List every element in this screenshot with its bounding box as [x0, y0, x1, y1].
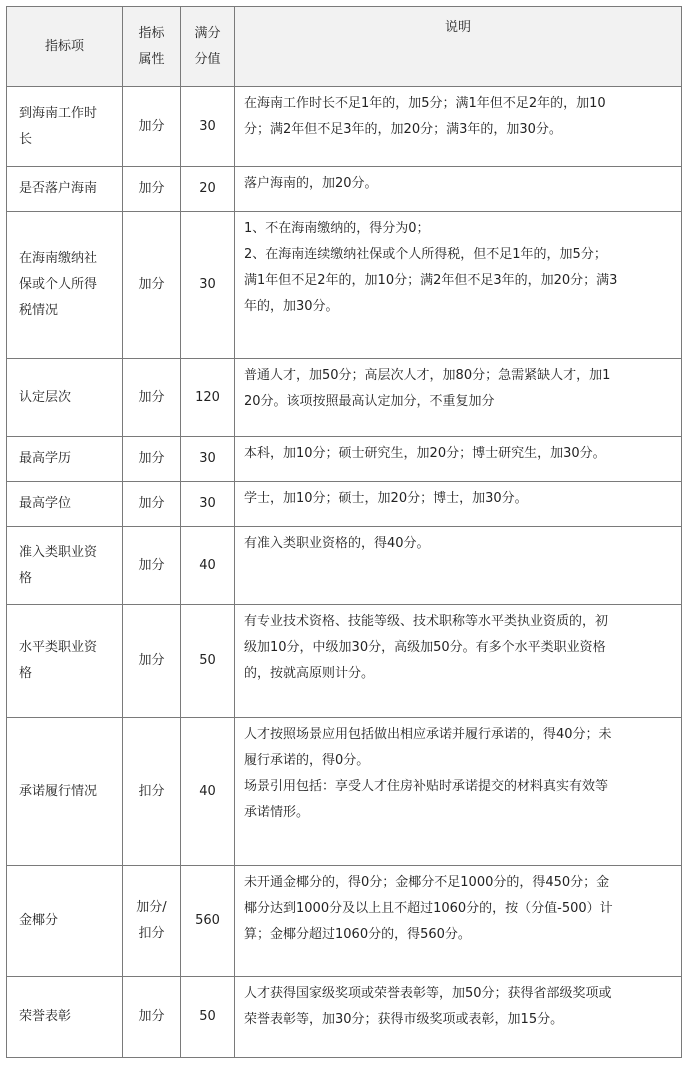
- cell-attr: [123, 718, 181, 866]
- cell-attr-line: 扣分: [138, 926, 165, 941]
- table-row: [7, 437, 682, 482]
- cell-desc-line: 的，按就高原则计分。: [244, 666, 375, 681]
- cell-desc-line: 分；满2年但不足3年的，加20分；满3年的，加30分。: [244, 122, 562, 137]
- table-row: [7, 359, 682, 437]
- cell-desc-line: 2、在海南连续缴纳社保或个人所得税，但不足1年的，加5分；: [244, 247, 607, 262]
- cell-desc-line: 20分。该项按照最高认定加分，不重复加分: [244, 394, 495, 409]
- header-attr: [123, 7, 181, 87]
- cell-attr: [123, 977, 181, 1058]
- cell-desc-line: 年的，加30分。: [244, 299, 339, 314]
- table-row: [7, 605, 682, 718]
- table-row: [7, 167, 682, 212]
- cell-desc: [235, 605, 682, 718]
- cell-desc-line: 人才获得国家级奖项或荣誉表彰等，加50分；获得省部级奖项或: [244, 986, 612, 1001]
- cell-max: 50: [181, 605, 235, 718]
- cell-item-line: 荣誉表彰: [19, 1009, 72, 1024]
- table-row: [7, 527, 682, 605]
- cell-attr: [123, 866, 181, 977]
- cell-desc-line: 满1年但不足2年的，加10分；满2年但不足3年的，加20分；满3: [244, 273, 618, 288]
- cell-desc-line: 承诺情形。: [244, 805, 310, 820]
- table-row: [7, 482, 682, 527]
- cell-item-line: 长: [19, 131, 33, 147]
- header-row: [7, 7, 682, 87]
- header-attr-line: 指标: [138, 25, 165, 41]
- cell-attr: [123, 482, 181, 527]
- cell-max: 560: [181, 866, 235, 977]
- cell-max: 120: [181, 359, 235, 437]
- cell-attr: [123, 167, 181, 212]
- header-max: [181, 7, 235, 87]
- cell-desc: [235, 87, 682, 167]
- cell-item-line: 认定层次: [19, 389, 72, 405]
- cell-desc: [235, 718, 682, 866]
- cell-desc: [235, 482, 682, 527]
- cell-desc: [235, 359, 682, 437]
- cell-item: [7, 167, 123, 212]
- cell-item-line: 准入类职业资: [19, 544, 98, 560]
- cell-attr-line: 扣分: [138, 783, 165, 799]
- cell-desc-line: 未开通金椰分的，得0分；金椰分不足1000分的，得450分；金: [244, 875, 610, 890]
- header-max-line: 满分: [194, 25, 221, 41]
- cell-desc-line: 履行承诺的，得0分。: [244, 753, 370, 768]
- cell-item: [7, 359, 123, 437]
- cell-max: 30: [181, 482, 235, 527]
- cell-attr-line: 加分: [138, 451, 165, 466]
- cell-item-line: 金椰分: [19, 913, 59, 928]
- cell-desc-line: 有准入类职业资格的，得40分。: [244, 536, 430, 551]
- cell-desc: [235, 437, 682, 482]
- cell-max: 30: [181, 212, 235, 359]
- cell-item: [7, 977, 123, 1058]
- cell-item-line: 最高学位: [19, 496, 72, 511]
- cell-attr: [123, 87, 181, 167]
- cell-desc: [235, 866, 682, 977]
- table-row: [7, 212, 682, 359]
- cell-desc-line: 场景引用包括：享受人才住房补贴时承诺提交的材料真实有效等: [244, 779, 609, 794]
- cell-item: [7, 437, 123, 482]
- scoring-table: [6, 6, 682, 1058]
- cell-desc-line: 1、不在海南缴纳的，得分为0；: [244, 221, 430, 236]
- cell-attr-line: 加分: [138, 181, 165, 196]
- cell-desc-line: 算；金椰分超过1060分的，得560分。: [244, 927, 471, 942]
- table-row: [7, 718, 682, 866]
- cell-desc-line: 落户海南的，加20分。: [244, 176, 378, 191]
- cell-item-line: 最高学历: [19, 451, 72, 466]
- cell-desc: [235, 977, 682, 1058]
- cell-desc-line: 荣誉表彰等，加30分；获得市级奖项或表彰，加15分。: [244, 1012, 564, 1027]
- header-max-line: 分值: [194, 51, 221, 67]
- cell-max: 30: [181, 437, 235, 482]
- cell-attr: [123, 359, 181, 437]
- cell-item: [7, 718, 123, 866]
- cell-desc-line: 在海南工作时长不足1年的，加5分；满1年但不足2年的，加10: [244, 96, 606, 111]
- cell-max: 40: [181, 718, 235, 866]
- cell-desc-line: 椰分达到1000分及以上且不超过1060分的，按（分值-500）计: [244, 901, 613, 916]
- cell-item-line: 在海南缴纳社: [19, 251, 98, 266]
- cell-attr-line: 加分: [138, 653, 165, 668]
- header-attr-line: 属性: [138, 51, 165, 67]
- cell-max: 50: [181, 977, 235, 1058]
- cell-item-line: 到海南工作时: [19, 105, 98, 121]
- cell-attr: [123, 437, 181, 482]
- cell-item: [7, 212, 123, 359]
- cell-desc: [235, 167, 682, 212]
- cell-max: 30: [181, 87, 235, 167]
- cell-desc-line: 学士，加10分；硕士，加20分；博士，加30分。: [244, 491, 528, 506]
- cell-max: 20: [181, 167, 235, 212]
- cell-desc-line: 本科，加10分；硕士研究生，加20分；博士研究生，加30分。: [244, 446, 606, 461]
- header-desc: 说明: [235, 7, 682, 87]
- cell-item: [7, 482, 123, 527]
- cell-desc-line: 普通人才，加50分；高层次人才，加80分；急需紧缺人才，加1: [244, 368, 611, 383]
- cell-attr-line: 加分: [138, 389, 165, 405]
- cell-attr-line: 加分: [138, 496, 165, 511]
- cell-desc-line: 人才按照场景应用包括做出相应承诺并履行承诺的，得40分；未: [244, 727, 612, 742]
- cell-item-line: 格: [19, 666, 33, 681]
- cell-item: [7, 527, 123, 605]
- cell-desc-line: 有专业技术资格、技能等级、技术职称等水平类执业资质的，初: [244, 614, 609, 629]
- cell-item: [7, 87, 123, 167]
- cell-item: [7, 605, 123, 718]
- cell-attr: [123, 605, 181, 718]
- cell-item-line: 水平类职业资: [19, 640, 98, 655]
- cell-attr-line: 加分/: [136, 900, 167, 915]
- cell-item-line: 保或个人所得: [19, 277, 98, 292]
- cell-attr-line: 加分: [138, 118, 165, 134]
- cell-item-line: 承诺履行情况: [19, 783, 98, 799]
- header-item: 指标项: [7, 7, 123, 87]
- cell-attr-line: 加分: [138, 277, 165, 292]
- cell-attr-line: 加分: [138, 557, 165, 573]
- cell-desc-line: 级加10分，中级加30分，高级加50分。有多个水平类职业资格: [244, 640, 606, 655]
- cell-item-line: 是否落户海南: [19, 181, 98, 196]
- cell-item-line: 税情况: [19, 303, 59, 318]
- cell-attr-line: 加分: [138, 1009, 165, 1024]
- table-row: [7, 866, 682, 977]
- cell-desc: [235, 527, 682, 605]
- cell-desc: [235, 212, 682, 359]
- table-row: [7, 977, 682, 1058]
- cell-max: 40: [181, 527, 235, 605]
- cell-item: [7, 866, 123, 977]
- cell-item-line: 格: [19, 570, 33, 586]
- cell-attr: [123, 212, 181, 359]
- table-row: [7, 87, 682, 167]
- cell-attr: [123, 527, 181, 605]
